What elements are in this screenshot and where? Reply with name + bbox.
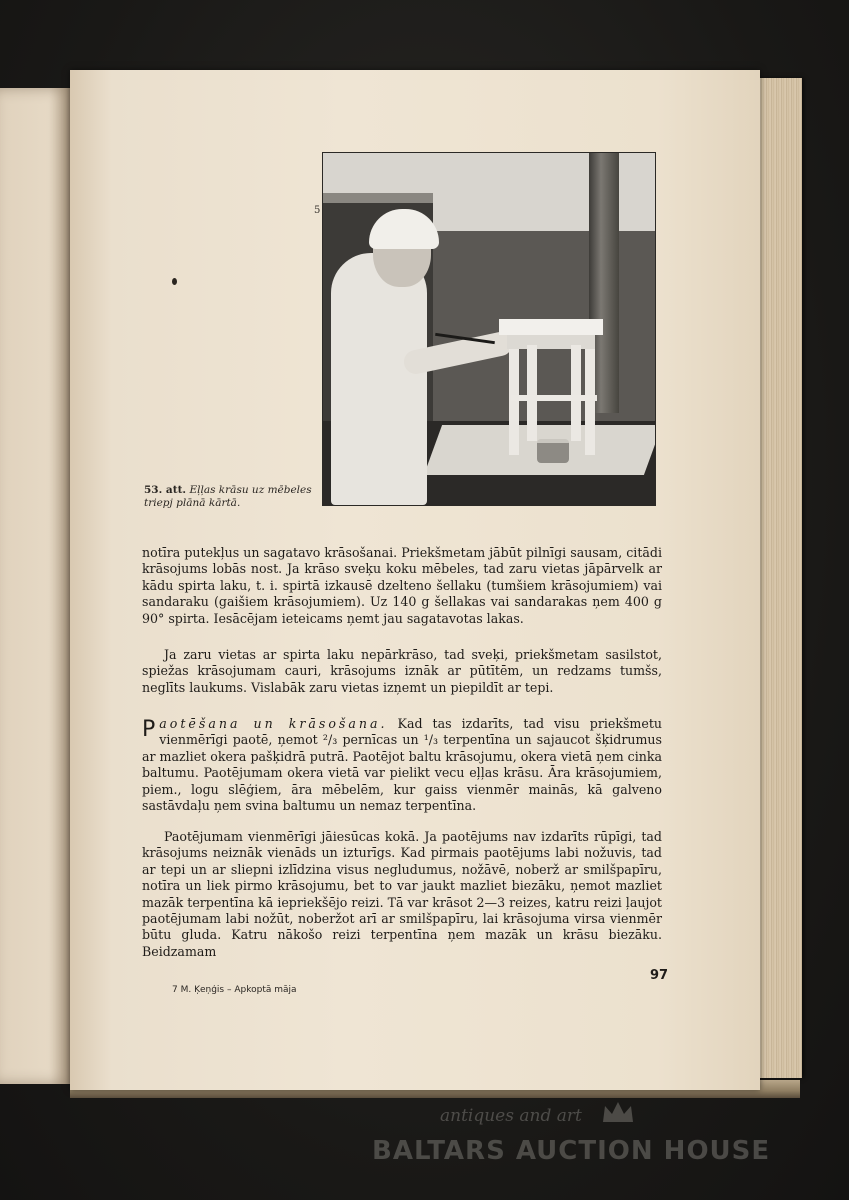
paragraph-1: notīra putekļus un sagatavo krāsošanai. Priekšmetam jābūt pilnīgi sausam, citādi krāsojums lobās nost. Ja krāso sveķu koku mēbeles, tad zaru vietas jāpārvelk ar kādu spirta laku, t. i. spirtā izkausē dzelteno šellaku (tumšiem krāsojumiem) vai sandaraku (gaišiem krāsojumiem). Uz 140 g šellakas vai sandarakas ņem 400 g 90° spirta. Iesācējam ieteicams ņemt jau sagatavotas lakas. <box>142 545 662 626</box>
caption-text: Eļļas krāsu uz mēbeles triepj plānā kārtā. <box>144 484 312 509</box>
stool <box>499 319 603 335</box>
paragraph-2: Ja zaru vietas ar spirta laku nepārkrāso, tad sveķi, priekšmetam sasilstot, spiežas krāsojumam cauri, krāsojums iznāk ar pūtītēm, un redzams tumšs, neglīts laukums. Vislabāk zaru vietas izņemt un piepildīt ar tepi. <box>142 647 662 695</box>
paint-tin <box>537 439 569 463</box>
page-number: 97 <box>650 968 669 983</box>
drop-cap: P <box>142 717 156 742</box>
figure-side-mark: 5 <box>314 205 321 216</box>
paragraph-3 <box>142 716 662 814</box>
section-heading: aotēšana un krāsošana. <box>159 716 388 731</box>
caption-label: 53. att. <box>144 484 187 496</box>
ink-speck <box>172 278 177 285</box>
paragraph-3-body: Kad tas izdarīts, tad visu priekšmetu vienmērīgi paotē, ņemot ²/₃ pernīcas un ¹/₃ terpentīna un sajaucot šķidrumus ar mazliet okera pašķidrā putrā. Paotējot baltu krāsojumu, okera vietā ņem cinka baltumu. Paotējumam okera vietā var pielikt vecu eļļas krāsu. Āra krāsojumiem, piem., logu slēģiem, āra mēbelēm, kur gaiss vienmēr mainās, kā galveno sastāvdaļu ņem svina baltumu un nemaz terpentīna. <box>142 716 662 814</box>
figure-photo <box>322 152 656 506</box>
woman-figure <box>331 253 427 505</box>
paragraph-4: Paotējumam vienmērīgi jāiesūcas kokā. Ja paotējums nav izdarīts rūpīgi, tad krāsojums neiznāk vienāds un izturīgs. Kad pirmais paotējums labi nožuvis, tad ar tepi un ar sliepni izlīdzina visus negludumus, nožāvē, noberž ar smilšpapīru, notīra un liek pirmo krāsojumu, bet to var jaukt mazliet biezāku, ņemot mazliet mazāk terpentīna kā iepriekšējo reizi. Tā var krāsot 2—3 reizes, katru reizi ļaujot paotējumam labi nožūt, noberžot arī ar smilšpapīru, lai krāsojuma virsa vienmēr būtu gluda. Katru nākošo reizi terpentīna ņem mazāk un krāsu biezāku. Beidzamam <box>142 829 662 959</box>
left-page <box>0 88 71 1084</box>
watermark-tagline: antiques and art <box>440 1106 582 1126</box>
figure-caption <box>144 484 320 510</box>
crown-icon <box>601 1100 635 1126</box>
signature-mark: 7 M. Ķeņģis – Apkoptā māja <box>172 985 297 995</box>
watermark-brand: BALTARS AUCTION HOUSE <box>372 1136 771 1166</box>
